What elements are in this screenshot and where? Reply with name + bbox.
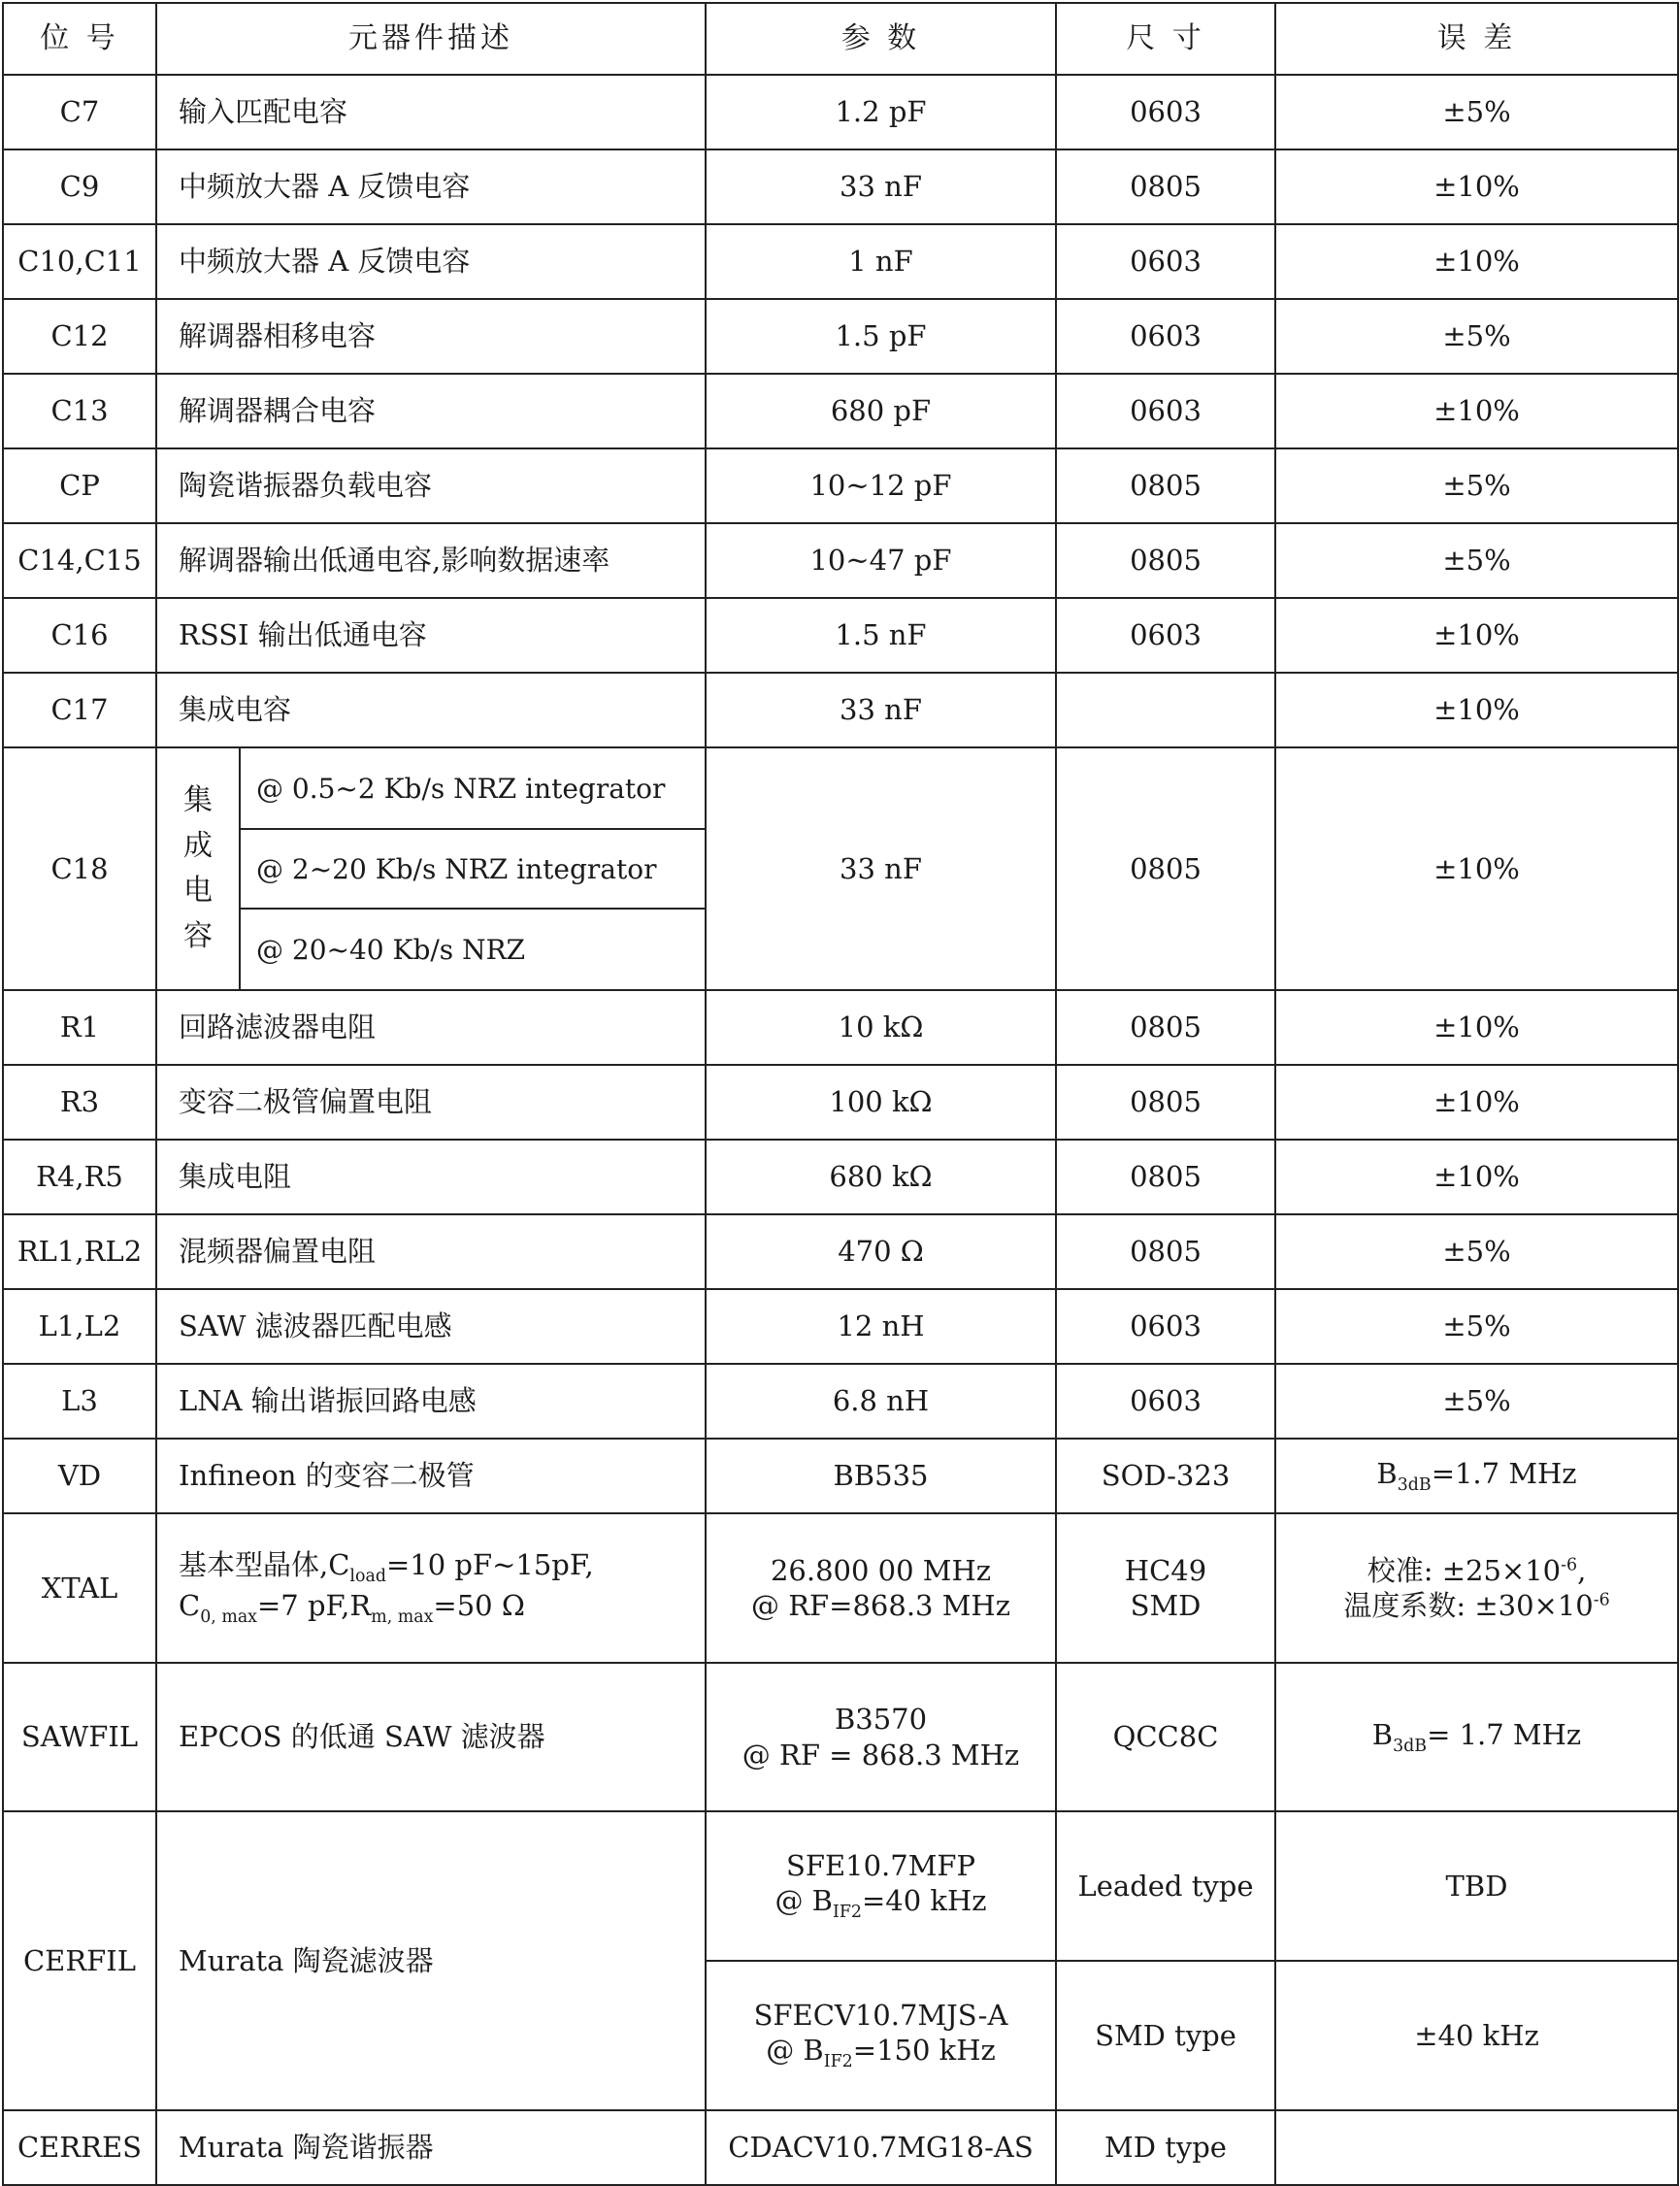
param-cell: CDACV10.7MG18-AS: [706, 2110, 1056, 2185]
ref-cell: CERRES: [3, 2110, 156, 2185]
header-tol: 误 差: [1275, 3, 1678, 75]
desc-text: =7 pF,R: [257, 1589, 372, 1622]
tol-cell: ±40 kHz: [1275, 1961, 1678, 2110]
tol-text: 校准: ±25×10: [1367, 1553, 1562, 1587]
tol-cell: ±5%: [1275, 299, 1678, 374]
table-row: [3, 448, 1678, 523]
tol-superscript: -6: [1593, 1590, 1610, 1610]
tol-cell: ±5%: [1275, 1214, 1678, 1289]
sawfil-row: [3, 1663, 1678, 1811]
param-cell: [706, 1961, 1056, 2110]
ref-cell: C13: [3, 374, 156, 448]
size-line: HC49: [1124, 1553, 1207, 1587]
ref-cell: RL1,RL2: [3, 1214, 156, 1289]
table-row: [3, 75, 1678, 149]
tol-text: 温度系数: ±30×10: [1343, 1589, 1594, 1622]
tol-cell: [1275, 1513, 1678, 1663]
ref-cell: C17: [3, 673, 156, 747]
header-desc: 元器件描述: [156, 3, 706, 75]
table-row: [3, 224, 1678, 299]
param-cell: 1 nF: [706, 224, 1056, 299]
header-param: 参 数: [706, 3, 1056, 75]
param-line: SFE10.7MFP: [785, 1849, 976, 1883]
tol-subscript: 3dB: [1393, 1736, 1428, 1756]
tol-cell: ±10%: [1275, 224, 1678, 299]
param-line: B3570: [834, 1703, 928, 1737]
tol-cell: [1275, 2110, 1678, 2185]
param-text: =150 kHz: [852, 2034, 996, 2068]
param-text: @ B: [766, 2034, 824, 2068]
table-row: [3, 1140, 1678, 1214]
tol-cell: ±10%: [1275, 1140, 1678, 1214]
desc-cell: 解调器输出低通电容,影响数据速率: [156, 523, 706, 598]
tol-cell: ±10%: [1275, 747, 1678, 990]
size-cell: 0603: [1056, 374, 1275, 448]
desc-cell: RSSI 输出低通电容: [156, 598, 706, 673]
size-cell: 0805: [1056, 990, 1275, 1065]
ref-cell: C9: [3, 149, 156, 224]
desc-cell: Murata 陶瓷滤波器: [156, 1811, 706, 2110]
cerfil-row: [3, 1811, 1678, 1961]
desc-cell: 中频放大器 A 反馈电容: [156, 224, 706, 299]
param-cell: 10 kΩ: [706, 990, 1056, 1065]
size-cell: 0603: [1056, 75, 1275, 149]
desc-cell: 集成电容: [156, 673, 706, 747]
vd-row: [3, 1439, 1678, 1513]
xtal-row: [3, 1513, 1678, 1663]
tol-superscript: -6: [1561, 1555, 1578, 1575]
param-line: @ RF = 868.3 MHz: [741, 1738, 1020, 1772]
size-cell: [1056, 1513, 1275, 1663]
ref-cell: CP: [3, 448, 156, 523]
desc-cell: 陶瓷谐振器负载电容: [156, 448, 706, 523]
tol-prefix: B: [1371, 1717, 1394, 1751]
param-cell: 33 nF: [706, 747, 1056, 990]
c18-sub-cell: @ 2~20 Kb/s NRZ integrator: [240, 829, 706, 909]
c18-vertical-label: [156, 747, 240, 990]
ref-cell: L3: [3, 1364, 156, 1439]
tol-subscript: 3dB: [1397, 1474, 1432, 1495]
size-line: SMD: [1130, 1589, 1202, 1622]
desc-text: =50 Ω: [433, 1589, 525, 1622]
table-row: [3, 598, 1678, 673]
param-subscript: IF2: [823, 2052, 853, 2072]
param-line: SFECV10.7MJS-A: [753, 1999, 1008, 2033]
size-cell: SMD type: [1056, 1961, 1275, 2110]
tol-cell: ±5%: [1275, 75, 1678, 149]
table-row: [3, 1214, 1678, 1289]
tol-cell: ±10%: [1275, 598, 1678, 673]
tol-cell: TBD: [1275, 1811, 1678, 1961]
desc-line: [179, 1547, 699, 1588]
table-row: [3, 523, 1678, 598]
tol-cell: ±5%: [1275, 523, 1678, 598]
cerres-row: [3, 2110, 1678, 2185]
size-cell: 0805: [1056, 149, 1275, 224]
param-cell: 680 kΩ: [706, 1140, 1056, 1214]
size-cell: QCC8C: [1056, 1663, 1275, 1811]
ref-cell: R4,R5: [3, 1140, 156, 1214]
desc-text: C: [179, 1589, 201, 1622]
desc-cell: [156, 1513, 706, 1663]
desc-subscript: m, max: [371, 1606, 434, 1627]
table-row: [3, 374, 1678, 448]
size-cell: 0603: [1056, 1364, 1275, 1439]
size-cell: 0603: [1056, 224, 1275, 299]
param-cell: 680 pF: [706, 374, 1056, 448]
param-cell: 6.8 nH: [706, 1364, 1056, 1439]
ref-cell: C10,C11: [3, 224, 156, 299]
table-row: [3, 299, 1678, 374]
param-cell: 33 nF: [706, 149, 1056, 224]
table-row: [3, 1364, 1678, 1439]
tol-cell: ±10%: [1275, 990, 1678, 1065]
tol-cell: [1275, 1439, 1678, 1513]
size-cell: 0805: [1056, 448, 1275, 523]
desc-subscript: 0, max: [200, 1606, 257, 1627]
size-cell: 0603: [1056, 1289, 1275, 1364]
desc-cell: 解调器耦合电容: [156, 374, 706, 448]
size-cell: [1056, 673, 1275, 747]
tol-cell: ±5%: [1275, 1364, 1678, 1439]
desc-cell: EPCOS 的低通 SAW 滤波器: [156, 1663, 706, 1811]
param-line: [712, 2033, 1049, 2073]
desc-cell: SAW 滤波器匹配电感: [156, 1289, 706, 1364]
param-line: 26.800 00 MHz: [770, 1553, 992, 1587]
size-cell: 0805: [1056, 1065, 1275, 1140]
tol-line: [1282, 1553, 1671, 1588]
param-cell: 470 Ω: [706, 1214, 1056, 1289]
ref-cell: SAWFIL: [3, 1663, 156, 1811]
size-cell: MD type: [1056, 2110, 1275, 2185]
ref-cell: CERFIL: [3, 1811, 156, 2110]
tol-cell: ±10%: [1275, 673, 1678, 747]
size-cell: 0603: [1056, 598, 1275, 673]
size-cell: 0805: [1056, 523, 1275, 598]
desc-cell: 输入匹配电容: [156, 75, 706, 149]
c18-row: [3, 747, 1678, 829]
tol-cell: [1275, 1663, 1678, 1811]
tol-prefix: B: [1376, 1456, 1398, 1490]
ref-cell: L1,L2: [3, 1289, 156, 1364]
ref-cell: C7: [3, 75, 156, 149]
ref-cell: C18: [3, 747, 156, 990]
ref-cell: C16: [3, 598, 156, 673]
c18-label-char: 集: [183, 783, 213, 817]
param-cell: 10~47 pF: [706, 523, 1056, 598]
ref-cell: C12: [3, 299, 156, 374]
desc-cell: 混频器偏置电阻: [156, 1214, 706, 1289]
param-cell: 1.2 pF: [706, 75, 1056, 149]
tol-cell: ±5%: [1275, 1289, 1678, 1364]
desc-subscript: load: [349, 1567, 386, 1587]
table-row: [3, 149, 1678, 224]
tol-cell: ±10%: [1275, 1065, 1678, 1140]
param-cell: [706, 1811, 1056, 1961]
size-cell: SOD-323: [1056, 1439, 1275, 1513]
param-line: @ RF=868.3 MHz: [751, 1589, 1010, 1622]
header-row: [3, 3, 1678, 75]
param-cell: 1.5 nF: [706, 598, 1056, 673]
param-subscript: IF2: [832, 1903, 862, 1923]
desc-cell: 解调器相移电容: [156, 299, 706, 374]
tol-cell: ±5%: [1275, 448, 1678, 523]
desc-cell: 集成电阻: [156, 1140, 706, 1214]
param-cell: 1.5 pF: [706, 299, 1056, 374]
size-cell: 0603: [1056, 299, 1275, 374]
param-cell: 10~12 pF: [706, 448, 1056, 523]
table-row: [3, 1065, 1678, 1140]
c18-label-char: 电: [183, 874, 213, 908]
desc-cell: Murata 陶瓷谐振器: [156, 2110, 706, 2185]
component-table: [2, 2, 1679, 2186]
size-cell: Leaded type: [1056, 1811, 1275, 1961]
param-cell: [706, 1663, 1056, 1811]
c18-sub-cell: @ 20~40 Kb/s NRZ: [240, 909, 706, 990]
tol-suffix: =1.7 MHz: [1431, 1456, 1577, 1490]
param-cell: 12 nH: [706, 1289, 1056, 1364]
tol-text: ,: [1577, 1553, 1587, 1587]
header-ref: 位 号: [3, 3, 156, 75]
param-cell: 100 kΩ: [706, 1065, 1056, 1140]
desc-cell: Infineon 的变容二极管: [156, 1439, 706, 1513]
desc-cell: 变容二极管偏置电阻: [156, 1065, 706, 1140]
desc-cell: LNA 输出谐振回路电感: [156, 1364, 706, 1439]
ref-cell: C14,C15: [3, 523, 156, 598]
tol-cell: ±10%: [1275, 149, 1678, 224]
ref-cell: VD: [3, 1439, 156, 1513]
c18-sub-cell: @ 0.5~2 Kb/s NRZ integrator: [240, 747, 706, 829]
param-line: [712, 1883, 1049, 1924]
table-row: [3, 673, 1678, 747]
size-cell: 0805: [1056, 1214, 1275, 1289]
table-row: [3, 1289, 1678, 1364]
ref-cell: XTAL: [3, 1513, 156, 1663]
c18-label-char: 容: [183, 918, 213, 953]
param-text: =40 kHz: [861, 1884, 987, 1918]
param-text: @ B: [774, 1884, 833, 1918]
desc-text: =10 pF~15pF,: [385, 1548, 594, 1582]
param-cell: BB535: [706, 1439, 1056, 1513]
size-cell: 0805: [1056, 747, 1275, 990]
c18-label-char: 成: [183, 828, 213, 863]
desc-text: 基本型晶体,C: [179, 1548, 350, 1582]
tol-suffix: = 1.7 MHz: [1427, 1717, 1582, 1751]
header-size: 尺 寸: [1056, 3, 1275, 75]
param-cell: [706, 1513, 1056, 1663]
param-cell: 33 nF: [706, 673, 1056, 747]
tol-cell: ±10%: [1275, 374, 1678, 448]
tol-line: [1282, 1588, 1671, 1623]
ref-cell: R1: [3, 990, 156, 1065]
desc-cell: 回路滤波器电阻: [156, 990, 706, 1065]
table-row: [3, 990, 1678, 1065]
desc-cell: 中频放大器 A 反馈电容: [156, 149, 706, 224]
desc-line: [179, 1588, 699, 1629]
ref-cell: R3: [3, 1065, 156, 1140]
size-cell: 0805: [1056, 1140, 1275, 1214]
